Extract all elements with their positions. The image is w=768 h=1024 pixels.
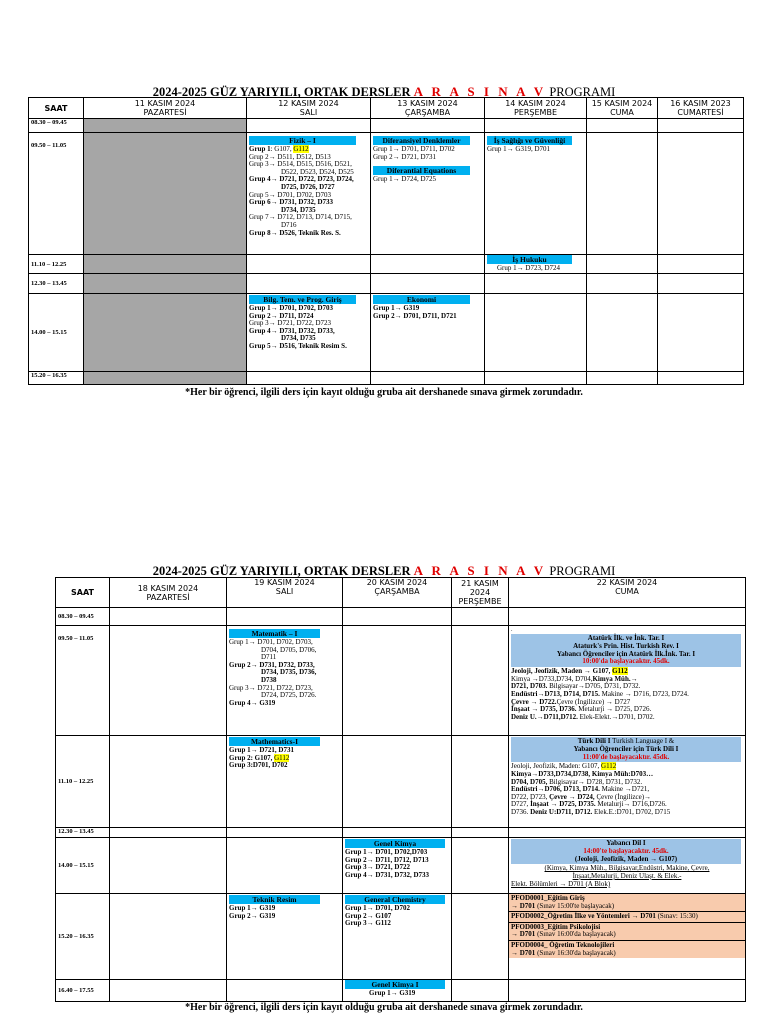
empty-cell: [343, 736, 452, 828]
room-line: Bilgisayar→ D728, D731, D732.: [547, 777, 643, 786]
title-arasinav: A R A S I N A V: [413, 84, 547, 99]
day-header: [247, 98, 371, 119]
course-title: Atatürk İlk. ve İnk. Tar. I: [587, 634, 665, 642]
empty-cell: [452, 736, 509, 828]
course-title-foreign: Yabancı Öğrenciler için Türk Dili I: [573, 744, 679, 753]
pfod-time: (Sınav 16:30'da başlayacak): [535, 948, 616, 957]
exam-cell-generalchem: [343, 894, 452, 980]
day-date: 22 KASIM 2024: [596, 578, 658, 587]
day-name: CUMARTESİ: [677, 108, 724, 117]
day-name: SALI: [299, 108, 318, 117]
room-line: Çevre (İngilizce)→: [594, 792, 652, 801]
time-slot: 09.50 – 11.05: [56, 626, 110, 736]
group-line: Grup 7→ D712, D713, D714, D715,: [249, 213, 352, 222]
day-year: 2024: [469, 588, 491, 597]
schedule-table-1: [28, 97, 744, 385]
empty-cell: [227, 838, 343, 894]
room-line: D721, D703.: [511, 682, 548, 691]
group-line: Grup 3→ D721, D722, D723,: [229, 683, 313, 692]
group-line: Grup 6→ D731, D732, D733: [249, 198, 334, 207]
room-line: Bilgisayar→D705, D731, D732.: [547, 682, 641, 691]
time-slot: 11.10 – 12.25: [29, 255, 84, 274]
group-line: Grup 1→ D724, D725: [373, 175, 436, 184]
course-title: Bilg. Tem. ve Prog. Giriş: [249, 295, 356, 304]
course-title: İş Hukuku: [487, 255, 572, 264]
exam-cell-pfod: [509, 894, 746, 980]
time-slot: 12.30 – 13.45: [29, 274, 84, 294]
empty-cell: [485, 294, 587, 372]
empty-cell: [587, 119, 658, 133]
day-header: [509, 578, 746, 608]
pfod-time: (Sınav: 15:30): [655, 912, 698, 921]
day-header: [343, 578, 452, 608]
empty-cell: [587, 274, 658, 294]
course-title: Mathematics-I: [229, 737, 320, 746]
empty-cell: [110, 626, 227, 736]
day-header: [110, 578, 227, 608]
day-name: PAZARTESİ: [143, 108, 187, 117]
pfod-item: [509, 941, 745, 958]
group-line: Grup 1→ G319: [229, 904, 276, 912]
group-line: Grup 8→ D526, Teknik Res. S.: [249, 228, 341, 237]
room-line: Metalurji → D725, D726.: [576, 705, 652, 714]
room-line: Kimya Müh.→: [592, 674, 638, 683]
day-date: 12 KASIM 2024: [278, 99, 339, 108]
time-slot: 14.00 – 15.15: [29, 294, 84, 372]
empty-cell: [658, 119, 744, 133]
pfod-title: PFOD0001_Eğitim Giriş: [511, 894, 585, 902]
group-line: Grup 1→ D723, D724: [497, 264, 560, 272]
day-header: [452, 578, 509, 608]
room-line: D704, D705,: [511, 777, 548, 786]
group-line: Grup 2→ D731, D732, D733,: [229, 660, 315, 669]
room-line: (Jeoloji, Jeofizik, Maden → G107): [574, 854, 678, 863]
empty-cell: [343, 608, 452, 626]
table-row: [56, 736, 746, 828]
empty-cell: [110, 980, 227, 1002]
exam-cell-genelkimya: [343, 838, 452, 894]
empty-cell: [485, 274, 587, 294]
group-line: Grup 1→ G319, D701: [487, 145, 550, 153]
room-line: Çevre → D724,: [549, 792, 595, 801]
highlight-room: G112: [274, 753, 290, 762]
pfod-item: [509, 923, 745, 941]
empty-cell: [247, 255, 371, 274]
table-row: [56, 828, 746, 838]
course-title: Matematik – I: [229, 629, 320, 638]
day-date: 19 KASIM 2024: [254, 578, 315, 587]
day-name: PERŞEMBE: [513, 108, 557, 117]
empty-cell: [110, 828, 227, 838]
empty-cell: [658, 274, 744, 294]
empty-cell: [84, 133, 247, 255]
group-line: D738: [261, 675, 277, 684]
start-time: 10:00'da başlayacaktır. 45dk.: [582, 657, 670, 666]
time-slot: 09.50 – 11.05: [29, 133, 84, 255]
pfod-room: → D701: [511, 901, 536, 910]
course-title: Fizik – I: [249, 136, 356, 145]
group-line: Grup 3→ D721, D722, D723: [249, 319, 332, 328]
table-row: [56, 980, 746, 1002]
day-date: 13 KASIM 2024: [397, 99, 458, 108]
start-time: 11:00'de başlayacaktır. 45dk.: [582, 752, 670, 761]
day-date: 11 KASIM 2024: [134, 99, 196, 108]
course-title: Türk Dili I: [577, 737, 611, 745]
room-line: Endüstri→D706, D713, D714.: [511, 785, 600, 794]
empty-cell: [110, 838, 227, 894]
room-line: İnşaat → D735, D736.: [511, 705, 577, 714]
day-date: 14 KASIM 2024: [505, 99, 566, 108]
empty-cell: [227, 828, 343, 838]
group-line: D725, D726, D727: [281, 182, 335, 191]
time-slot: 16.40 – 17.55: [56, 980, 110, 1002]
empty-cell: [227, 980, 343, 1002]
room-line: İnşaat → D725, D735.: [530, 800, 596, 809]
empty-cell: [452, 608, 509, 626]
room-line: Endüstri→D713, D714, D715.: [511, 689, 600, 698]
time-slot: 08.30 – 09.45: [56, 608, 110, 626]
pfod-title: PFOD0002_Öğretim İlke ve Yöntemleri → D701: [511, 912, 656, 921]
room-line: Elekt. Bölümleri → D701 (A Blok): [511, 879, 611, 888]
empty-cell: [84, 372, 247, 385]
table-row: [56, 894, 746, 980]
course-title: Genel Kimya: [345, 839, 445, 848]
empty-cell: [84, 274, 247, 294]
highlight-room: G112: [612, 667, 628, 676]
table-row: [29, 255, 744, 274]
schedule-table-2: [55, 577, 746, 1002]
exam-cell-matematik: [227, 626, 343, 736]
start-time: 14:00'te başlayacaktır. 45dk.: [583, 846, 669, 855]
day-name: CUMA: [610, 108, 634, 117]
empty-cell: [110, 894, 227, 980]
room-line: D727,: [511, 800, 531, 809]
title-programi: PROGRAMI: [546, 564, 616, 578]
group-line: Grup 2: G107,: [229, 753, 275, 762]
empty-cell: [227, 608, 343, 626]
title-arasinav: A R A S I N A V: [413, 563, 547, 578]
group-line: Grup 2→ D721, D731: [373, 152, 436, 161]
ataturk-header: [511, 634, 741, 667]
day-name: ÇARŞAMBA: [404, 108, 451, 117]
highlight-room: G112: [293, 145, 309, 153]
saat-header: SAAT: [29, 98, 84, 119]
time-slot: 08.30 – 09.45: [29, 119, 84, 133]
room-line: Elek-Elekt.→D701, D702.: [577, 712, 655, 721]
empty-cell: [371, 255, 485, 274]
exam-cell-ekonomi: [371, 294, 485, 372]
group-line: Grup 2→ D511, D512, D513: [249, 152, 331, 161]
group-line: Grup 3→ D514, D515, D516, D521,: [249, 160, 352, 169]
group-line: D724, D725, D726.: [261, 691, 317, 700]
exam-cell-bilg: [247, 294, 371, 372]
group-line: D734, D735, D736,: [261, 668, 317, 677]
course-title: Teknik Resim: [229, 895, 320, 904]
table-row: [56, 838, 746, 894]
table-row: [56, 626, 746, 736]
pfod-item: [509, 894, 745, 912]
footnote-2: *Her bir öğrenci, ilgili ders için kayıt olduğu gruba ait dershanede sınava girmek zorundadır.: [185, 1002, 583, 1013]
day-name: SALI: [275, 587, 294, 596]
group-line: Grup 1→ D701, D702: [345, 904, 410, 912]
course-title: Diferansiyel Denklemler: [373, 136, 470, 145]
course-title: Diferantial Equations: [373, 166, 470, 175]
room-line: Deniz U.→D711,D712.: [511, 712, 578, 721]
exam-cell-isg: [485, 133, 587, 255]
exam-cell-genelkimya1: [343, 980, 452, 1002]
day-header: [84, 98, 247, 119]
course-title: General Chemistry: [345, 895, 445, 904]
title-programi: PROGRAMI: [546, 85, 616, 99]
group-line: D522, D523, D524, D525: [281, 167, 354, 176]
exam-cell-mathematics: [227, 736, 343, 828]
pfod-time: (Sınav 15:00'te başlayacak): [535, 901, 615, 910]
empty-cell: [658, 255, 744, 274]
group-line: D734, D735: [281, 334, 316, 343]
course-title: Yabancı Dil I: [606, 839, 646, 847]
group-line: Grup 4→ D731, D732, D733: [345, 870, 430, 879]
empty-cell: [587, 255, 658, 274]
table-row: [29, 372, 744, 385]
table-row: [29, 119, 744, 133]
empty-cell: [371, 372, 485, 385]
header-row: [29, 98, 744, 119]
empty-cell: [247, 372, 371, 385]
group-line: Grup 3→ D721, D722: [345, 863, 410, 872]
group-line: D711: [261, 653, 277, 662]
course-title-en: Ataturk's Prin. Hist. Turkish Rev. I: [573, 641, 679, 650]
course-title: İş Sağlığı ve Güvenliği: [487, 136, 572, 145]
course-title-en: Turkish Language I &: [610, 737, 675, 745]
room-line: Deniz U:D711, D712.: [530, 807, 593, 816]
day-date: 20 KASIM 2024: [366, 578, 428, 587]
empty-cell: [84, 255, 247, 274]
dot-mark: .: [511, 627, 513, 633]
room-line: Jeoloji, Jeofizik, Maden: G107,: [511, 762, 602, 771]
day-header: [371, 98, 485, 119]
empty-cell: [452, 626, 509, 736]
room-line: D722, D723,: [511, 792, 550, 801]
empty-cell: [343, 626, 452, 736]
group-line: Grup 2→ D711, D724: [249, 311, 314, 320]
group-rooms: : G107,: [270, 145, 294, 153]
pfod-item: [509, 912, 745, 923]
highlight-room: G112: [601, 762, 617, 771]
day-date: 16 KASIM 2023: [670, 99, 731, 108]
empty-cell: [658, 294, 744, 372]
day-name: PERŞEMBE: [458, 597, 502, 606]
day-date: 15 KASIM 2024: [591, 99, 653, 108]
exam-cell-diferansiyel: [371, 133, 485, 255]
time-slot: 14.00 – 15.15: [56, 838, 110, 894]
course-title-foreign: Yabancı Öğrenciler için Atatürk İlk.İnk. Tar. I: [556, 649, 696, 658]
room-line: Çevre (İngilizce) → D727: [556, 697, 631, 706]
group-line: Grup 4→ D721, D722, D723, D724,: [249, 175, 354, 184]
group-line: Grup 1→ D721, D731: [229, 746, 294, 754]
empty-cell: [110, 736, 227, 828]
table-row: [29, 294, 744, 372]
exam-cell-turkdili: [509, 736, 746, 828]
room-line: Elek.E.:D701, D702, D715: [592, 807, 671, 816]
empty-cell: [452, 894, 509, 980]
header-row: [56, 578, 746, 608]
room-line: Metalurji→ D716,D726.: [595, 800, 667, 809]
yabanci-header: [511, 839, 741, 864]
group-line: Grup 1→ D701, D702, D703: [249, 304, 334, 312]
day-date: 21 KASIM: [461, 579, 499, 588]
pfod-room: → D701: [511, 930, 536, 939]
empty-cell: [110, 608, 227, 626]
empty-cell: [509, 980, 746, 1002]
group-line: D734, D735: [281, 205, 316, 214]
day-name: PAZARTESİ: [146, 592, 190, 602]
day-header: [587, 98, 658, 119]
day-name: CUMA: [615, 587, 639, 596]
empty-cell: [485, 372, 587, 385]
day-name: ÇARŞAMBA: [374, 587, 420, 596]
group-line: Grup 2→ D711, D712, D713: [345, 855, 429, 864]
group-line: Grup 2→ G107: [345, 911, 392, 920]
pfod-time: (Sınav 16:00'da başlayacak): [535, 930, 616, 939]
empty-cell: [452, 838, 509, 894]
empty-cell: [509, 828, 746, 838]
group-line: Grup 1→ D701, D702, D703,: [229, 638, 313, 646]
turkdili-header: [511, 737, 741, 762]
group-line: Grup 1→ G319: [373, 304, 420, 312]
title-part1: 2024-2025 GÜZ YARIYILI, ORTAK DERSLER: [152, 85, 414, 99]
saat-header: SAAT: [56, 578, 110, 608]
group-line: Grup 1→ D701, D702,D703: [345, 848, 428, 856]
empty-cell: [658, 133, 744, 255]
exam-cell-ataturk: [509, 626, 746, 736]
group-line: D716: [281, 220, 297, 229]
room-line: İnşaat,Metalurji, Deniz Ulaşt. & Elek.-: [572, 871, 682, 880]
exam-cell-teknikresim: [227, 894, 343, 980]
group-label: Grup 1: [249, 145, 271, 153]
room-line: Makine →D721,: [599, 785, 650, 794]
group-line: Grup 3:D701, D702: [229, 761, 288, 770]
room-line: Jeoloji, Jeofizik, Maden → G107,: [511, 667, 613, 676]
room-line: Çevre → D722.: [511, 697, 557, 706]
room-line: Makine → D716, D723, D724.: [599, 689, 689, 698]
title-part1: 2024-2025 GÜZ YARIYILI, ORTAK DERSLER: [152, 564, 414, 578]
empty-cell: [247, 274, 371, 294]
time-slot: 15.20 – 16.35: [56, 894, 110, 980]
empty-cell: [371, 274, 485, 294]
group-line: Grup 2→ G319: [229, 911, 276, 920]
empty-cell: [658, 372, 744, 385]
room-line: Kimya→D733,D734,D738, Kimya Müh:D703…: [511, 769, 654, 778]
empty-cell: [452, 828, 509, 838]
group-line: Grup 4→ G319: [229, 698, 276, 707]
table-row: [29, 133, 744, 255]
day-header: [227, 578, 343, 608]
empty-cell: [485, 119, 587, 133]
group-line: Grup 2→ D701, D711, D721: [373, 311, 457, 320]
group-line: D704, D705, D706,: [261, 645, 317, 654]
time-slot: 15.20 – 16.35: [29, 372, 84, 385]
empty-cell: [587, 372, 658, 385]
empty-cell: [452, 980, 509, 1002]
pfod-title: PFOD0003_Eğitim Psikolojisi: [511, 922, 601, 931]
time-slot: 12.30 – 13.45: [56, 828, 110, 838]
course-title: Ekonomi: [373, 295, 470, 304]
group-line: Grup 5→ D516, Teknik Resim S.: [249, 341, 347, 350]
time-slot: 11.10 – 12.25: [56, 736, 110, 828]
group-line: Grup 3→ G112: [345, 919, 391, 928]
empty-cell: [84, 119, 247, 133]
course-title: Genel Kimya I: [345, 980, 445, 989]
empty-cell: [84, 294, 247, 372]
room-line: Kimya →D733,D734, D704,: [511, 674, 593, 683]
empty-cell: [587, 294, 658, 372]
empty-cell: [587, 133, 658, 255]
group-line: Grup 1→ G319: [369, 989, 416, 997]
day-date: 18 KASIM 2024: [137, 583, 199, 593]
group-line: Grup 1→ D701, D711, D702: [373, 145, 455, 153]
empty-cell: [509, 608, 746, 626]
room-line: D736.: [511, 807, 531, 816]
empty-cell: [247, 119, 371, 133]
day-header: [658, 98, 744, 119]
day-header: [485, 98, 587, 119]
group-line: Grup 5→ D701, D702, D703: [249, 190, 332, 199]
exam-cell-fizik: [247, 133, 371, 255]
empty-cell: [343, 828, 452, 838]
exam-cell-ishukuku: [485, 255, 587, 274]
empty-cell: [371, 119, 485, 133]
pfod-title: PFOD0004_ Öğretim Teknolojileri: [511, 940, 615, 949]
footnote-1: *Her bir öğrenci, ilgili ders için kayıt olduğu gruba ait dershanede sınava girmek zorundadır.: [185, 387, 583, 398]
group-line: Grup 4→ D731, D732, D733,: [249, 326, 335, 335]
table-row: [56, 608, 746, 626]
table-row: [29, 274, 744, 294]
pfod-room: → D701: [511, 948, 536, 957]
exam-cell-yabancidil: [509, 838, 746, 894]
room-line: (Kimya, Kimya Müh., Bilgisayar,Endüstri, Makine, Çevre,: [544, 864, 710, 873]
